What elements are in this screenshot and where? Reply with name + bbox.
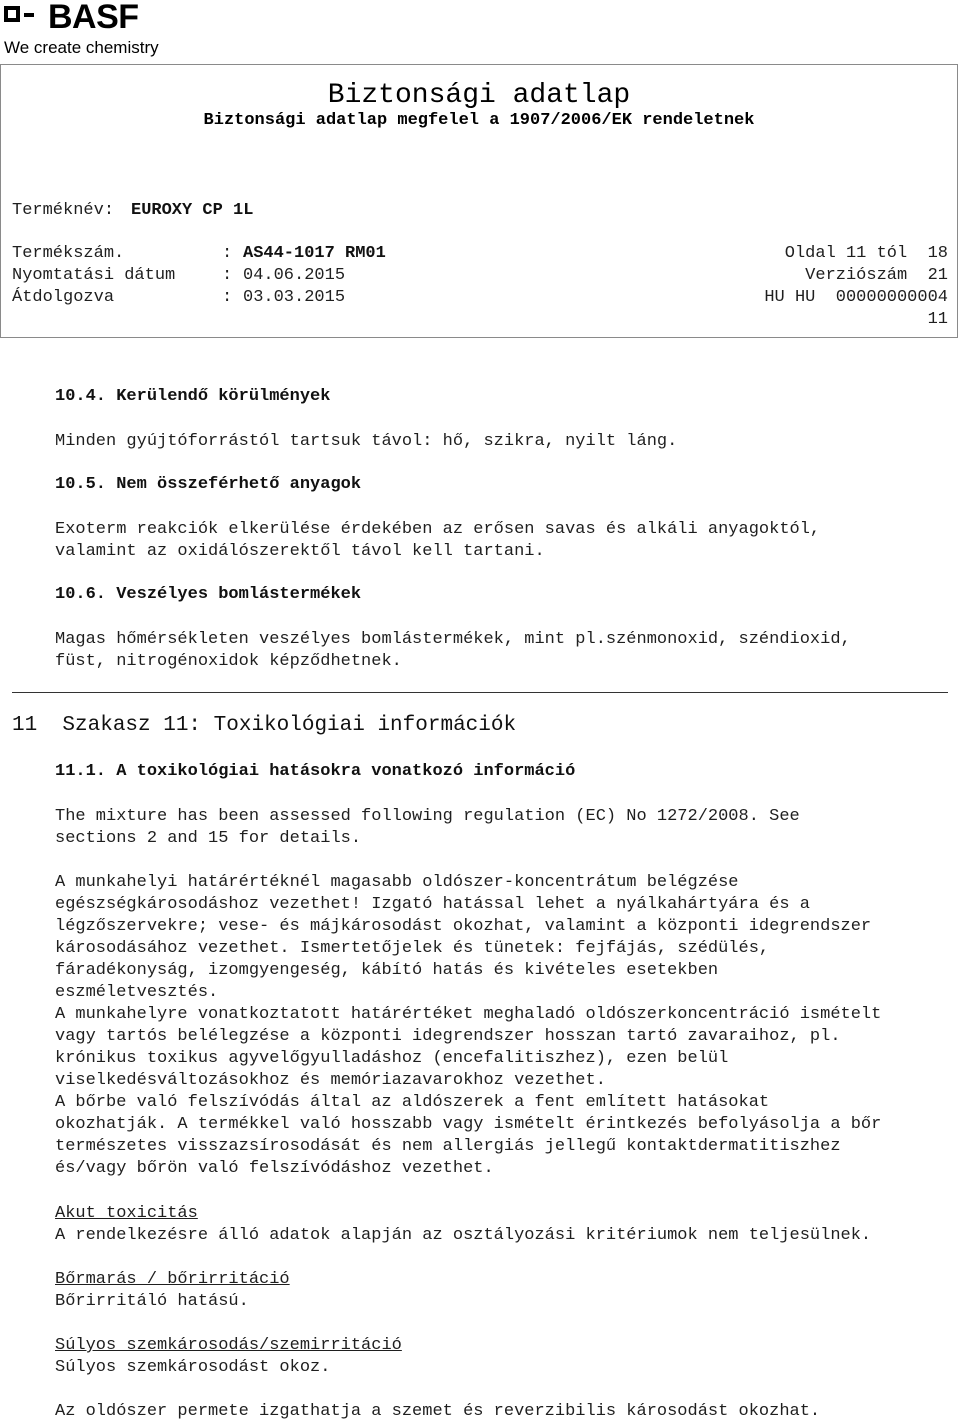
product-number-label: Termékszám. <box>12 244 125 263</box>
acute-toxicity-heading: Akut toxicitás <box>55 1204 198 1223</box>
logo-wordmark: BASF <box>48 0 139 36</box>
eye-damage-extra: Az oldószer permete izgathatja a szemet és reverzibilis károsodást okozhat. <box>55 1402 821 1421</box>
section-11-title: 11 Szakasz 11: Toxikológiai információk <box>12 714 517 737</box>
skin-irritation-heading: Bőrmarás / bőrirritáció <box>55 1270 290 1289</box>
print-date-label: Nyomtatási dátum <box>12 266 176 285</box>
product-number-sep: : <box>222 244 233 263</box>
heading-10-5: 10.5. Nem összeférhető anyagok <box>55 475 362 494</box>
text-10-4: Minden gyújtóforrástól tartsuk távol: hő, szikra, nyilt láng. <box>55 432 678 451</box>
revised-sep: : <box>222 288 233 307</box>
print-date-sep: : <box>222 266 233 285</box>
basf-logo <box>4 2 204 58</box>
text-10-6: Magas hőmérsékleten veszélyes bomlástermékek, mint pl.szénmonoxid, széndioxid, füst, nitrogénoxidok képződhetnek. <box>55 630 851 671</box>
eye-damage-heading: Súlyos szemkárosodás/szemirritáció <box>55 1336 402 1355</box>
heading-10-4: 10.4. Kerülendő körülmények <box>55 387 331 406</box>
product-number-value: AS44-1017 RM01 <box>243 244 386 263</box>
product-name: EUROXY CP 1L <box>131 201 254 220</box>
heading-11-1: 11.1. A toxikológiai hatásokra vonatkozó információ <box>55 762 576 781</box>
revised-label: Átdolgozva <box>12 288 115 307</box>
page-indicator: Oldal 11 tól 18 <box>784 244 948 263</box>
skin-irritation-text: Bőrirritáló hatású. <box>55 1292 249 1311</box>
document-subtitle: Biztonsági adatlap megfelel a 1907/2006/EK rendeletnek <box>203 111 755 130</box>
eye-damage-text: Súlyos szemkárosodást okoz. <box>55 1358 331 1377</box>
print-date-value: 04.06.2015 <box>243 266 346 285</box>
document-code-extra: 11 <box>927 310 948 329</box>
document-title: Biztonsági adatlap <box>327 80 631 111</box>
text-10-5: Exoterm reakciók elkerülése érdekében az erősen savas és alkáli anyagoktól, valamint az oxidálószerektől távol kell tartani. <box>55 520 821 561</box>
section-divider <box>12 692 948 693</box>
document-code: HU HU 00000000004 <box>764 288 948 307</box>
logo-tagline: We create chemistry <box>4 38 159 57</box>
health-effects-text: A munkahelyi határértéknél magasabb oldószer-koncentrátum belégzése egészségkárosodáshoz vezethet! Izgató hatással lehet a nyálkahártyára és a légzőszervekre; vese- és májkárosodást okozhat, valamint a központi idegrendszer károsodásához vezethet. Ismertetőjelek és tünetek: fejfájás, szédülés, fáradékonyság, izomgyengeség, kábító hatás és kivételes esetekben eszméletvesztés. A munkahelyre vonatkoztatott határértéket meghaladó oldószerkoncentráció ismételt vagy tartós belélegzése a központi idegrendszer hosszan tartó zavaraihoz, pl. krónikus toxikus agyvelőgyulladáshoz (encefalitiszhez), ezen belül viselkedésváltozásokhoz és memóriazavarokhoz vezethet. A bőrbe való felszívódás által az aldószerek a fent említett hatásokat okozhatják. A termékkel való hosszabb vagy ismételt érintkezés befolyásolja a bőr természetes visszazsírosodását és nem allergiás jellegű kontaktdermatitiszhez és/vagy bőrön való felszívódáshoz vezethet. <box>55 873 882 1178</box>
basf-logo-mark-icon <box>4 6 46 30</box>
revised-value: 03.03.2015 <box>243 288 346 307</box>
assessment-text: The mixture has been assessed following regulation (EC) No 1272/2008. See sections 2 and 15 for details. <box>55 807 800 848</box>
acute-toxicity-text: A rendelkezésre álló adatok alapján az osztályozási kritériumok nem teljesülnek. <box>55 1226 872 1245</box>
version-number: Verziószám 21 <box>805 266 948 285</box>
product-label: Terméknév: <box>12 201 115 220</box>
heading-10-6: 10.6. Veszélyes bomlástermékek <box>55 585 362 604</box>
